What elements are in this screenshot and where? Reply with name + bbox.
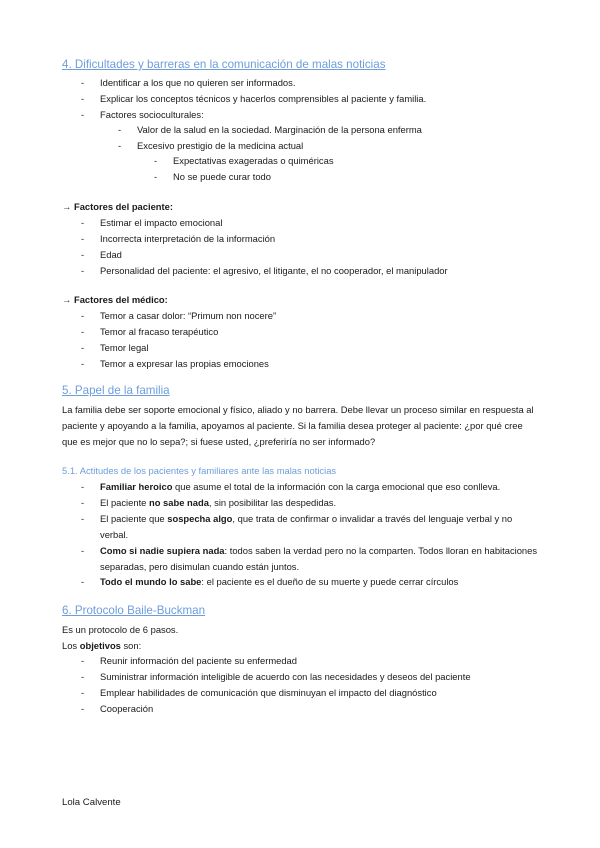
bullet-dash: - (118, 124, 122, 135)
patient-factors-heading: → Factores del paciente: (62, 201, 173, 212)
bullet-dash: - (81, 497, 85, 508)
bullet-dash: - (81, 545, 85, 556)
bullet-dash: - (81, 326, 85, 337)
list-item: Edad (100, 249, 122, 260)
list-item: Temor al fracaso terapéutico (100, 326, 219, 337)
list-item: Incorrecta interpretación de la información (100, 233, 276, 244)
bullet-dash: - (81, 655, 85, 666)
attitude-item: Como si nadie supiera nada: todos saben la verdad pero no la comparten. Todos lloran en habitaciones separadas, pero disimulan cuando están juntos. (100, 545, 538, 572)
footer-author: Lola Calvente (62, 797, 121, 808)
protocol-intro: Es un protocolo de 6 pasos. (62, 624, 179, 635)
bullet-dash: - (81, 77, 85, 88)
list-item: Excesivo prestigio de la medicina actual (137, 140, 304, 151)
list-item: Cooperación (100, 703, 154, 714)
list-item: Valor de la salud en la sociedad. Marginación de la persona enferma (137, 124, 422, 135)
list-item: Explicar los conceptos técnicos y hacerlos comprensibles al paciente y familia. (100, 93, 427, 104)
attitude-item: El paciente que sospecha algo, que trata de confirmar o invalidar a través del lenguaje verbal y no verbal. (100, 513, 513, 540)
doctor-factors-heading: → Factores del médico: (62, 294, 168, 305)
bullet-dash: - (81, 109, 85, 120)
list-item: Emplear habilidades de comunicación que disminuyan el impacto del diagnóstico (100, 687, 437, 698)
list-item: Reunir información del paciente su enfermedad (100, 655, 297, 666)
section-5-title: 5. Papel de la familia (62, 384, 170, 397)
objectives-label: Los objetivos son: (62, 640, 142, 651)
list-item: Factores socioculturales: (100, 109, 204, 120)
bullet-dash: - (81, 576, 85, 587)
bullet-dash: - (81, 687, 85, 698)
bullet-dash: - (81, 703, 85, 714)
family-paragraph: La familia debe ser soporte emocional y físico, aliado y no barrera. Debe llevar un proceso similar en respuesta al paciente y apoyando a la familia, apoyamos al paciente. Si la familia desea proteger al paciente: ¿por qué cree que es mejor que no lo sepa?; si fuese usted, ¿preferiría no ser informado? (62, 404, 534, 447)
list-item: Temor a casar dolor: “Primum non nocere” (100, 310, 277, 321)
list-item: Expectativas exageradas o quiméricas (173, 155, 334, 166)
list-item: Identificar a los que no quieren ser informados. (100, 77, 296, 88)
bullet-dash: - (154, 155, 158, 166)
section-4-title: 4. Dificultades y barreras en la comunicación de malas noticias (62, 58, 386, 71)
bullet-dash: - (81, 310, 85, 321)
bullet-dash: - (118, 140, 122, 151)
bullet-dash: - (81, 217, 85, 228)
list-item: Estimar el impacto emocional (100, 217, 223, 228)
attitude-item: Todo el mundo lo sabe: el paciente es el dueño de su muerte y puede cerrar círculos (100, 576, 459, 587)
bullet-dash: - (154, 171, 158, 182)
list-item: Temor legal (100, 342, 149, 353)
section-5-1-subtitle: 5.1. Actitudes de los pacientes y familiares ante las malas noticias (62, 465, 337, 476)
bullet-dash: - (81, 93, 85, 104)
bullet-dash: - (81, 233, 85, 244)
list-item: Personalidad del paciente: el agresivo, el litigante, el no cooperador, el manipulador (100, 265, 448, 276)
list-item: No se puede curar todo (173, 171, 271, 182)
bullet-dash: - (81, 249, 85, 260)
list-item: Suministrar información inteligible de acuerdo con las necesidades y deseos del paciente (100, 671, 471, 682)
section-6-title: 6. Protocolo Baile-Buckman (62, 604, 206, 617)
bullet-dash: - (81, 513, 85, 524)
bullet-dash: - (81, 265, 85, 276)
attitude-item: El paciente no sabe nada, sin posibilitar las despedidas. (100, 497, 337, 508)
bullet-dash: - (81, 342, 85, 353)
attitude-item: Familiar heroico que asume el total de la información con la carga emocional que eso conlleva. (100, 481, 501, 492)
bullet-dash: - (81, 671, 85, 682)
list-item: Temor a expresar las propias emociones (100, 358, 269, 369)
bullet-dash: - (81, 481, 85, 492)
bullet-dash: - (81, 358, 85, 369)
